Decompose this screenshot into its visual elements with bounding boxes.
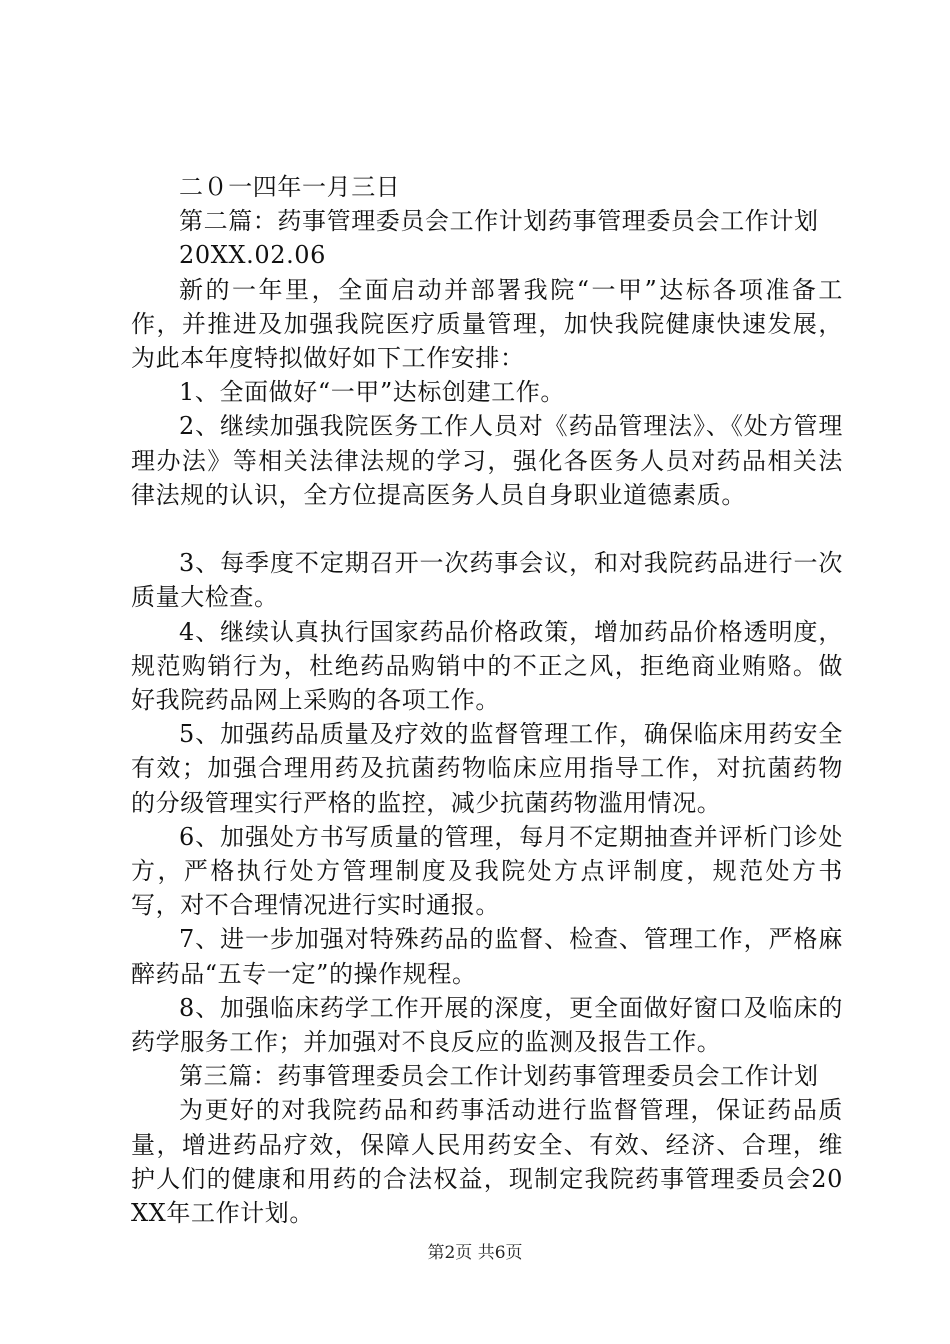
plan-item-1: 1、全面做好“一甲”达标创建工作。 [179,378,566,407]
document-date: 20XX.02.06 [179,241,327,270]
section-heading-part-three: 第三篇：药事管理委员会工作计划药事管理委员会工作计划 [179,1062,819,1091]
page-footer: 第2页 共6页 [427,1243,523,1263]
date-line: 二０一四年一月三日 [179,173,401,201]
plan-item-8: 8、加强临床药学工作开展的深度，更全面做好窗口及临床的药学服务工作；并加强对不良反应的监测及报告工作。 [131,993,843,1057]
plan-item-5: 5、加强药品质量及疗效的监督管理工作，确保临床用药安全有效；加强合理用药及抗菌药物临床应用指导工作，对抗菌药物的分级管理实行严格的监控，减少抗菌药物滥用情况。 [131,720,843,817]
blank-line [131,512,843,546]
plan-item-2: 2、继续加强我院医务工作人员对《药品管理法》、《处方管理理办法》等相关法律法规的学习，强化各医务人员对药品相关法律法规的认识，全方位提高医务人员自身职业道德素质。 [131,412,843,509]
part-three-intro-paragraph: 为更好的对我院药品和药事活动进行监督管理，保证药品质量，增进药品疗效，保障人民用药安全、有效、经济、合理，维护人们的健康和用药的合法权益，现制定我院药事管理委员会20XX年工作计划。 [131,1096,843,1228]
intro-paragraph: 新的一年里，全面启动并部署我院“一甲”达标各项准备工作，并推进及加强我院医疗质量管理，加快我院健康快速发展，为此本年度特拟做好如下工作安排： [131,275,843,373]
section-heading-part-two: 第二篇：药事管理委员会工作计划药事管理委员会工作计划 [179,207,819,236]
document-body [131,170,843,1230]
plan-item-3: 3、每季度不定期召开一次药事会议，和对我院药品进行一次质量大检查。 [131,549,843,612]
plan-item-4: 4、继续认真执行国家药品价格政策，增加药品价格透明度，规范购销行为，杜绝药品购销中的不正之风，拒绝商业贿赂。做好我院药品网上采购的各项工作。 [131,617,843,715]
plan-item-7: 7、进一步加强对特殊药品的监督、检查、管理工作，严格麻醉药品“五专一定”的操作规程。 [131,925,843,988]
plan-item-6: 6、加强处方书写质量的管理，每月不定期抽查并评析门诊处方，严格执行处方管理制度及我院处方点评制度，规范处方书写，对不合理情况进行实时通报。 [131,822,843,920]
